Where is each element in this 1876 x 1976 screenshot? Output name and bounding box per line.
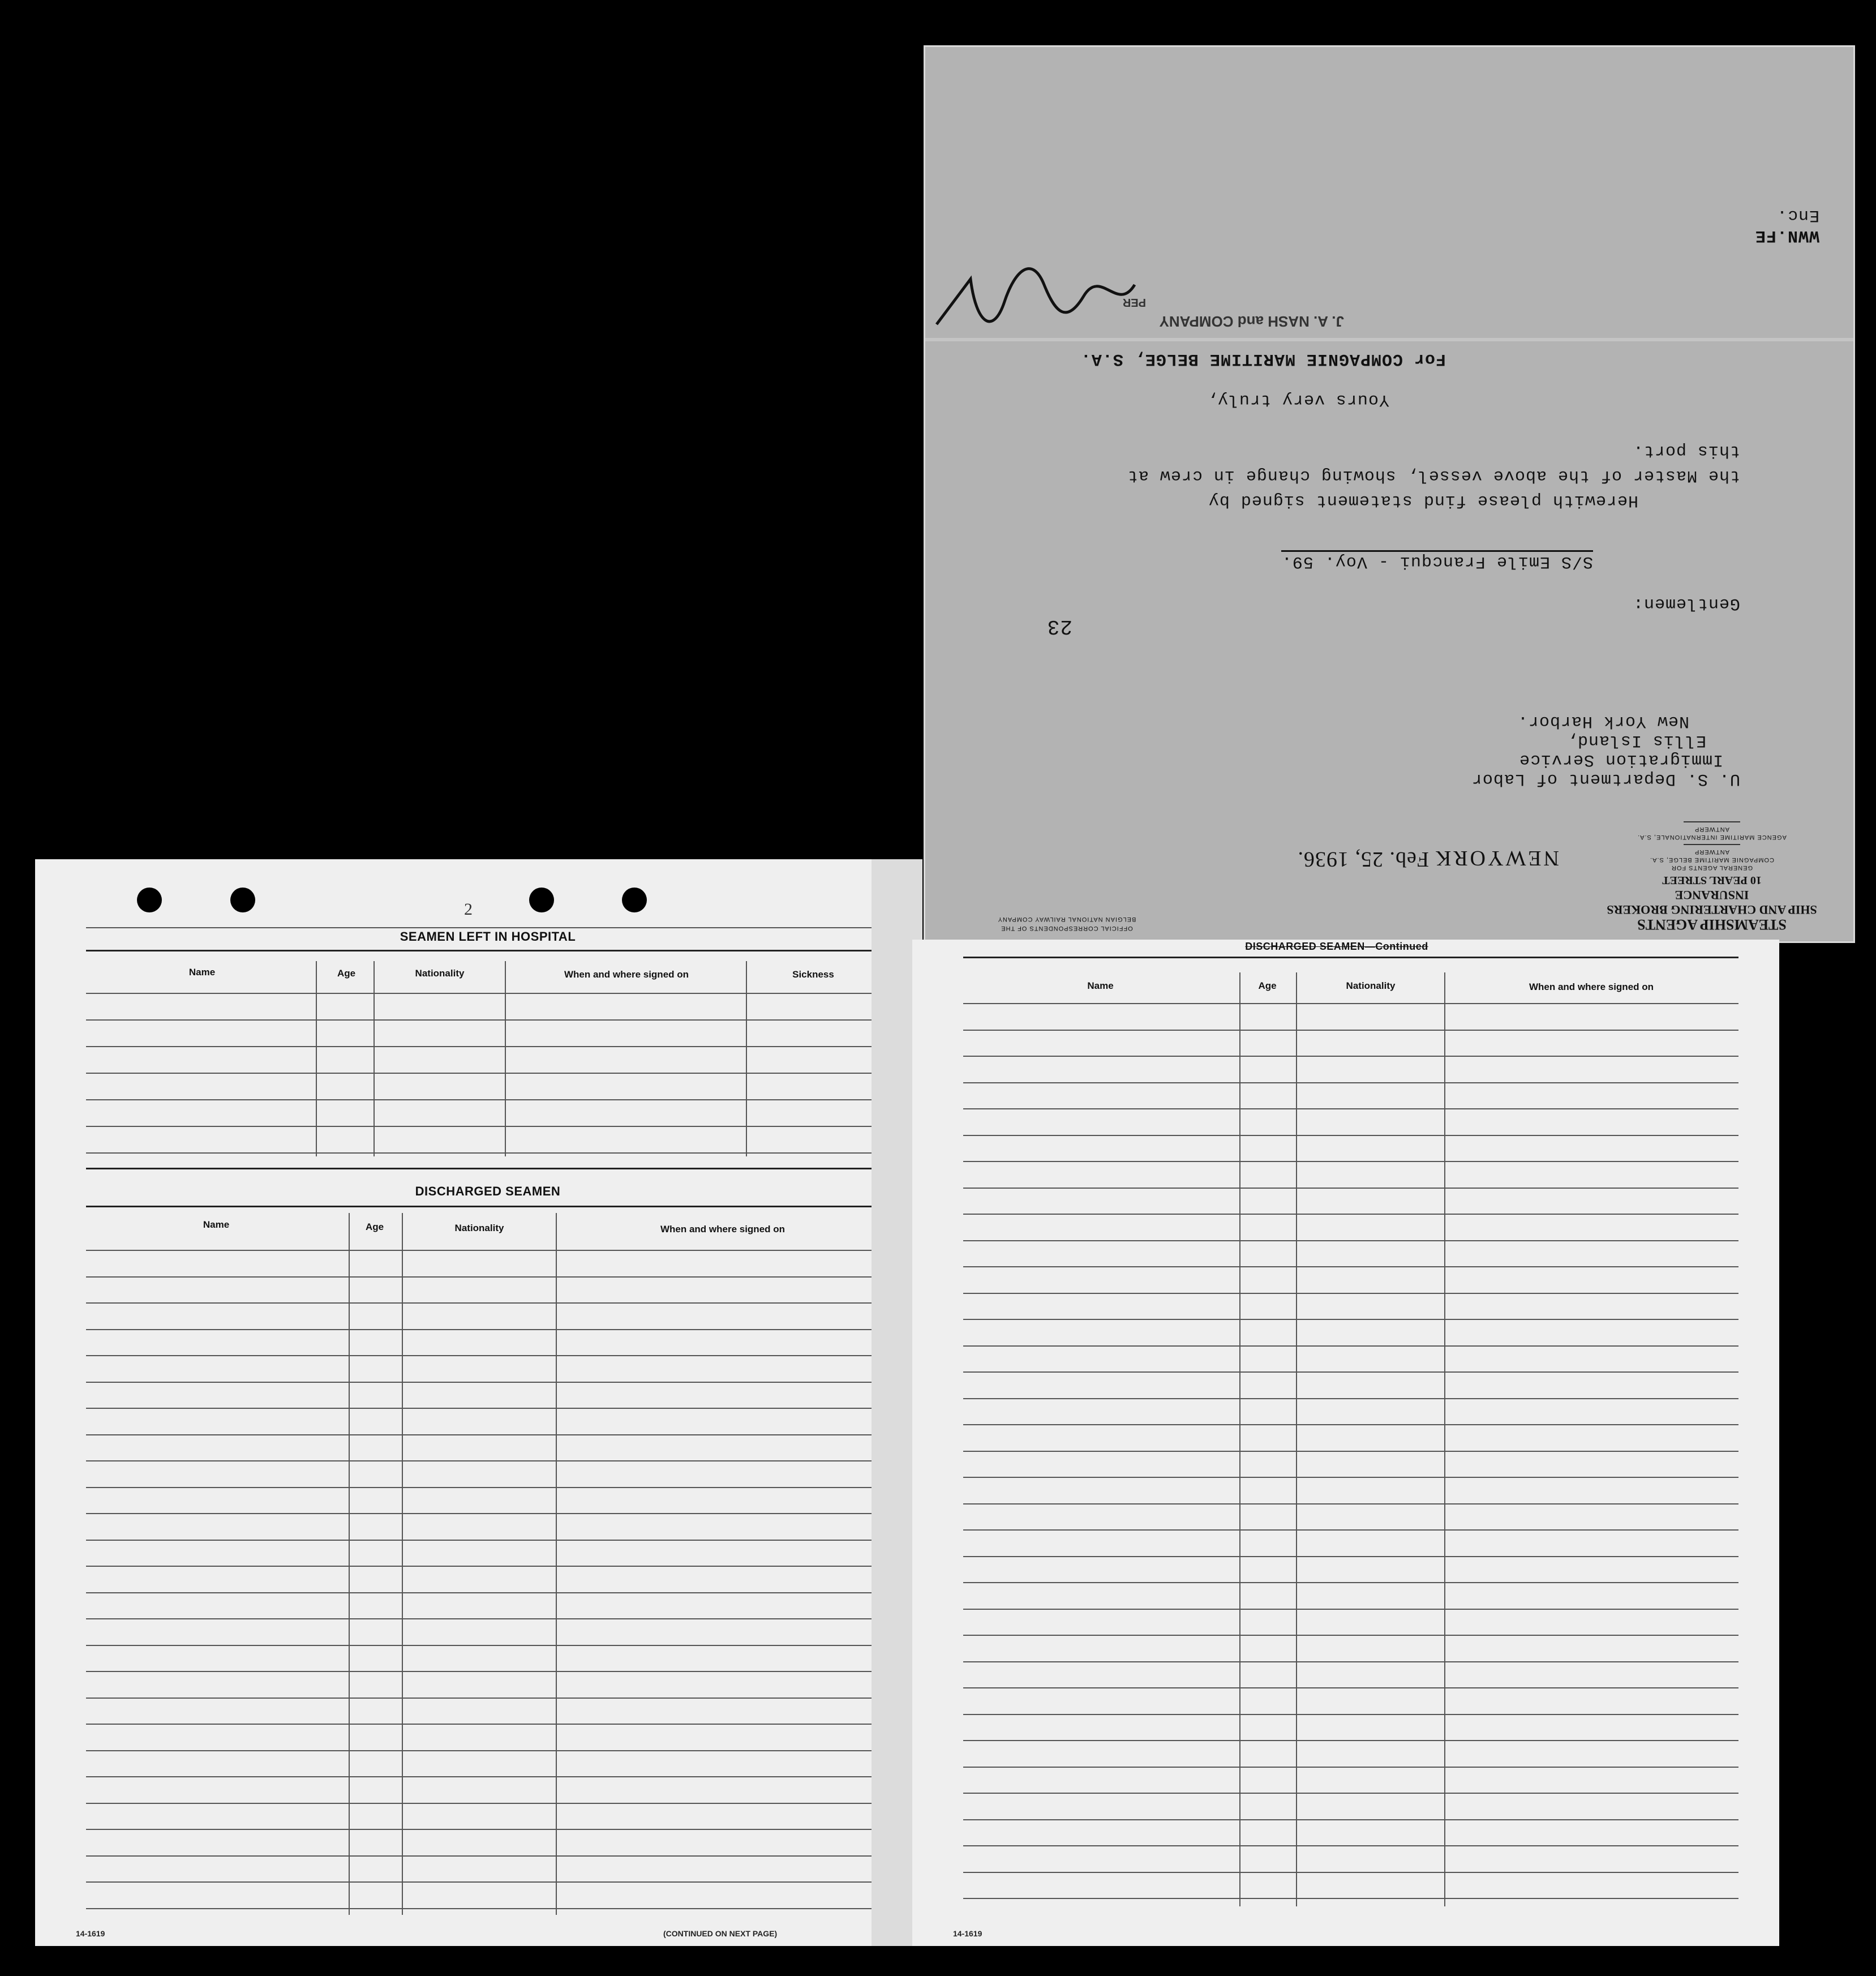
table-row-line — [86, 1250, 890, 1251]
col-header-age: Age — [1258, 980, 1277, 991]
table-row-line — [86, 1099, 890, 1100]
table-row-line — [86, 1803, 890, 1804]
company-line: For COMPAGNIE MARITIME BELGE, S.A. — [1080, 349, 1446, 368]
table-row-line — [963, 1398, 1738, 1399]
table-row-line — [963, 1872, 1738, 1873]
col-header-age: Age — [337, 968, 356, 979]
letterhead-line8: AGENCE MARITIME INTERNATIONALE, S.A. — [1637, 834, 1787, 841]
table-row-line — [963, 1424, 1738, 1425]
letter-city: NEWYORK — [1433, 846, 1559, 870]
table-row-line — [86, 1460, 890, 1461]
address-line: Ellis Island, — [1566, 731, 1706, 750]
table-row-line — [963, 1845, 1738, 1846]
letterhead-line3: INSURANCE — [1675, 888, 1749, 902]
letterhead-right1: OFFICIAL CORRESPONDENTS OF THE — [1001, 925, 1133, 932]
table-row-line — [963, 1556, 1738, 1557]
punch-hole — [529, 888, 554, 912]
table-row-line — [86, 1618, 890, 1619]
letter-content — [925, 47, 1853, 941]
table-row-line — [963, 1188, 1738, 1189]
col-header-age: Age — [365, 1221, 384, 1232]
table-row-line — [963, 1503, 1738, 1504]
table-row-line — [963, 1161, 1738, 1162]
fold-line — [925, 338, 1853, 341]
table-row-line — [963, 1345, 1738, 1347]
continued-title: DISCHARGED SEAMEN—Continued — [1245, 941, 1428, 952]
rule — [963, 957, 1738, 958]
table-row-line — [963, 1793, 1738, 1794]
signature — [925, 245, 1140, 336]
page-number: 2 — [464, 900, 473, 919]
table-row-line — [963, 1635, 1738, 1636]
punch-hole — [622, 888, 647, 912]
col-header-signed-on: When and where signed on — [660, 1224, 785, 1235]
punch-hole — [230, 888, 255, 912]
column-divider — [556, 1213, 557, 1915]
reference-initials: WWN.FE — [1754, 226, 1819, 245]
table-row-line — [86, 1776, 890, 1777]
table-row-line — [963, 1714, 1738, 1715]
table-row-line — [86, 1855, 890, 1857]
table-row-line — [86, 1302, 890, 1304]
col-header-name: Name — [203, 1219, 230, 1230]
table-row-line — [963, 1661, 1738, 1662]
table-row-line — [86, 1513, 890, 1514]
table-row-line — [963, 1767, 1738, 1768]
table-row-line — [963, 1529, 1738, 1531]
letter — [924, 45, 1855, 943]
letterhead-line2: SHIP AND CHARTERING BROKERS — [1607, 903, 1817, 917]
body-line: Herewith please find statement signed by — [1208, 491, 1638, 510]
letterhead-rule — [1684, 844, 1740, 845]
agent-stamp: J. A. NASH and COMPANY — [1159, 313, 1344, 330]
table-row-line — [86, 1152, 890, 1154]
col-header-signed-on: When and where signed on — [1529, 981, 1654, 992]
table-row-line — [86, 1046, 890, 1047]
address-line: New York Harbor. — [1517, 711, 1689, 731]
rule — [86, 1168, 890, 1169]
table-row-line — [963, 1240, 1738, 1241]
letterhead-right2: BELGIAN NATIONAL RAILWAY COMPANY — [997, 916, 1136, 923]
punch-hole — [137, 888, 162, 912]
col-header-nationality: Nationality — [1346, 980, 1396, 991]
table-row-line — [963, 1003, 1738, 1004]
table-row-line — [963, 1082, 1738, 1083]
table-row-line — [963, 1609, 1738, 1610]
table-row-line — [963, 1293, 1738, 1294]
column-divider — [402, 1213, 403, 1915]
per-label: PER — [1122, 296, 1146, 308]
rule — [86, 1206, 890, 1207]
table-row-line — [86, 1408, 890, 1409]
table-row-line — [86, 1329, 890, 1330]
letterhead-line9: ANTWERP — [1694, 826, 1729, 833]
body-line: the Master of the above vessel, showing change in crew at — [1127, 466, 1740, 485]
table-row-line — [86, 1592, 890, 1593]
table-row-line — [963, 1030, 1738, 1031]
table-row-line — [963, 1214, 1738, 1215]
table-row-line — [86, 1126, 890, 1127]
table-row-line — [963, 1056, 1738, 1057]
table-row-line — [86, 1829, 890, 1830]
form-number: 14-1619 — [76, 1929, 105, 1938]
column-divider — [505, 961, 506, 1156]
column-divider — [349, 1213, 350, 1915]
table-row-line — [963, 1108, 1738, 1109]
table-row-line — [963, 1740, 1738, 1741]
table-row-line — [86, 1698, 890, 1699]
body-line: this port. — [1632, 441, 1740, 460]
address-line: U. S. Department of Labor — [1471, 769, 1740, 788]
col-header-name: Name — [1087, 980, 1114, 991]
col-header-nationality: Nationality — [454, 1223, 504, 1233]
column-divider — [746, 961, 747, 1156]
table-row-line — [86, 1540, 890, 1541]
table-row-line — [963, 1319, 1738, 1320]
table-row-line — [86, 1434, 890, 1435]
table-row-line — [86, 1750, 890, 1751]
subject-line: S/S Emile Francqui - Voy. 59. — [1281, 550, 1593, 571]
form-page-left — [35, 859, 911, 1946]
address-line: Immigration Service — [1518, 750, 1723, 769]
hospital-title: SEAMEN LEFT IN HOSPITAL — [400, 929, 576, 944]
col-header-sickness: Sickness — [792, 969, 834, 980]
letter-date: Feb. 25, 1936. — [1297, 847, 1429, 871]
table-row-line — [86, 1382, 890, 1383]
letterhead-line5: GENERAL AGENTS FOR — [1671, 864, 1753, 871]
column-divider — [374, 961, 375, 1156]
closing: Yours very truly, — [1206, 390, 1389, 409]
form-page-right — [912, 940, 1779, 1946]
table-row-line — [963, 1451, 1738, 1452]
salutation: Gentlemen: — [1632, 594, 1740, 613]
table-row-line — [86, 993, 890, 994]
letterhead-line1: STEAMSHIP AGENTS — [1637, 916, 1787, 933]
table-row-line — [963, 1477, 1738, 1478]
letterhead-line7: ANTWERP — [1694, 848, 1729, 855]
table-row-line — [963, 1135, 1738, 1136]
table-row-line — [963, 1819, 1738, 1820]
table-row-line — [86, 1645, 890, 1646]
table-row-line — [963, 1582, 1738, 1583]
table-row-line — [963, 1687, 1738, 1688]
rule — [86, 927, 890, 928]
letterhead-rule — [1684, 821, 1740, 822]
form-number: 14-1619 — [953, 1929, 982, 1938]
table-row-line — [86, 1276, 890, 1278]
table-row-line — [86, 1355, 890, 1356]
letterhead-line4: 10 PEARL STREET — [1662, 874, 1762, 886]
continued-note: (CONTINUED ON NEXT PAGE) — [663, 1929, 778, 1938]
table-row-line — [963, 1898, 1738, 1899]
col-header-name: Name — [188, 967, 216, 978]
table-row-line — [86, 1908, 890, 1909]
discharged-title: DISCHARGED SEAMEN — [415, 1184, 561, 1198]
col-header-signed-on: When and where signed on — [564, 969, 689, 980]
table-row-line — [86, 1724, 890, 1725]
table-row-line — [86, 1881, 890, 1883]
table-row-line — [963, 1266, 1738, 1267]
table-row-line — [86, 1073, 890, 1074]
table-row-line — [86, 1671, 890, 1672]
rule — [86, 950, 890, 951]
enclosure-note: Enc. — [1776, 205, 1819, 225]
table-row-line — [963, 1371, 1738, 1373]
letterhead-line6: COMPAGNIE MARITIME BELGE, S.A. — [1650, 856, 1774, 863]
col-header-nationality: Nationality — [415, 968, 465, 979]
table-row-line — [86, 1019, 890, 1021]
column-divider — [316, 961, 317, 1156]
handwritten-mark: 23 — [1046, 615, 1072, 638]
table-row-line — [86, 1487, 890, 1488]
table-row-line — [86, 1566, 890, 1567]
